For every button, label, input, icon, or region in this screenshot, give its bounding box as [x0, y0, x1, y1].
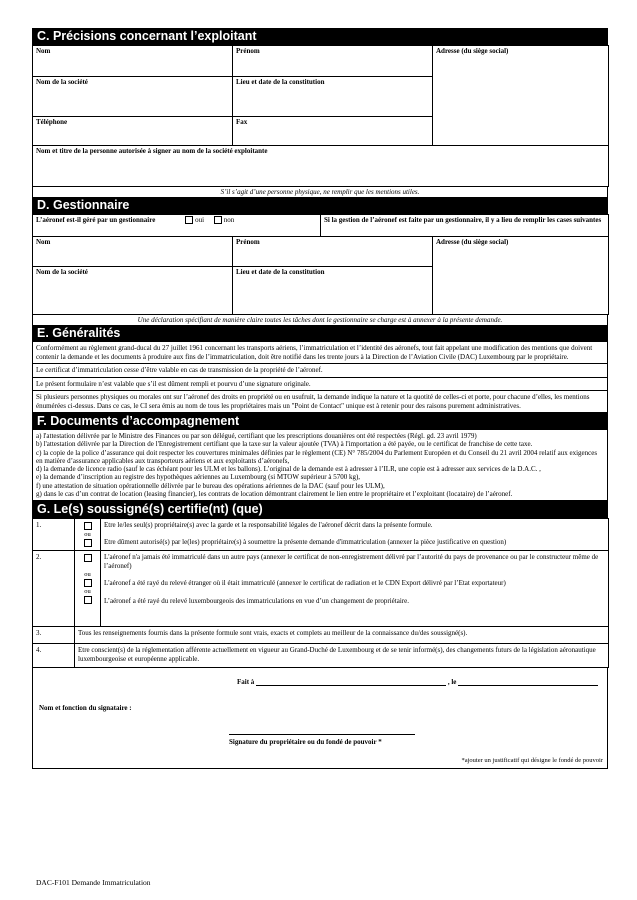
cert-2a-checkbox[interactable] [84, 554, 92, 562]
signature-block [32, 668, 608, 769]
general-paragraph-3: Le présent formulaire n’est valable que s’il est dûment rempli et pourvu d’une signature originale. [32, 378, 608, 392]
cert-2c-text: L’aéronef a été rayé du relevé luxembourgeois des immatriculations en vue d’un changement de propriétaire. [104, 596, 409, 605]
section-c-title: C. Précisions concernant l’exploitant [32, 28, 608, 45]
signature-field[interactable] [229, 734, 415, 735]
fait-label: Fait à [237, 678, 255, 687]
cert-1b-text: Etre dûment autorisé(s) par le(les) propriétaire(s) à soumettre la présente demande d'immatriculation (annexer la pièce justificative en question) [104, 537, 507, 546]
non-checkbox[interactable] [214, 216, 222, 224]
operator-societe-field[interactable]: Nom de la société [33, 77, 233, 117]
manager-question: L’aéronef est-il géré par un gestionnaire [36, 216, 156, 224]
date-field[interactable] [458, 685, 598, 686]
general-paragraph-4: Si plusieurs personnes physiques ou morales ont sur l’aéronef des droits en propriété ou en usufruit, la demande indique la nature et la quotité de celles-ci et porte, pour chacune d’elles, les mentions énumérées ci-dessus. Dans ce cas, le CI sera émis au nom de tous les propriétaires mais un "Point de Contact" unique est à retenir pour des raisons purement administratives. [32, 391, 608, 413]
cert-3-text: Tous les renseignements fournis dans la présente formule sont vrais, exacts et complets au meilleur de la connaissance du/des soussigné(s). [75, 627, 609, 644]
documents-list [32, 430, 608, 501]
section-f-title: F. Documents d’accompagnement [32, 413, 608, 430]
operator-lieu-date-field[interactable]: Lieu et date de la constitution [233, 77, 433, 117]
manager-societe-field[interactable]: Nom de la société [33, 267, 233, 315]
cert-4-text: Etre conscient(s) de la réglementation afférente actuellement en vigueur au Grand-Duché de Luxembourg et de se tenir informé(s), des changements futurs de la législation aéronautique luxembourgeoise et européenne applicable. [75, 644, 609, 668]
oui-label: oui [195, 216, 205, 224]
manager-adresse-field[interactable]: Adresse (du siège social) [433, 237, 609, 315]
operator-signataire-field[interactable]: Nom et titre de la personne autorisée à signer au nom de la société exploitante [33, 146, 609, 187]
ou-label: ou [84, 530, 91, 538]
signature-label: Signature du propriétaire ou du fondé de pouvoir * [229, 738, 382, 747]
operator-prenom-field[interactable]: Prénom [233, 46, 433, 77]
section-c-note: S’il s’agit d’une personne physique, ne remplir que les mentions utiles. [32, 187, 608, 197]
document-item: c) la copie de la police d’assurance qui doit respecter les couvertures minimales définies par le règlement (CE) N° 785/2004 du Parlement Européen et du Conseil du 21 avril 2004 relatif aux exigences en matière d’assurance applicables aux transporteurs aériens et aux exploitants d’aéronefs, [36, 448, 598, 465]
operator-adresse-field[interactable]: Adresse (du siège social) [433, 46, 609, 146]
le-label: , le [447, 678, 457, 687]
cert-2b-text: L'aéronef a été rayé du relevé étranger où il était immatriculé (annexer le certificat de radiation et le CDN Export délivré par l’Etat exportateur) [104, 579, 506, 588]
document-item: e) la demande d’inscription au registre des hypothèques aériennes au Luxembourg (si MTOW supérieur à 5700 kg), [36, 473, 361, 482]
footer-code: DAC-F101 Demande Immatriculation [36, 878, 151, 887]
section-d-note: Une déclaration spécifiant de manière claire toutes les tâches dont le gestionnaire se charge est à annexer à la présente demande. [32, 315, 608, 325]
nom-fonction-label: Nom et fonction du signataire : [39, 704, 132, 713]
manager-gestion-note: Si la gestion de l’aéronef est faite par un gestionnaire, il y a lieu de remplir les cases suivantes [321, 215, 609, 237]
section-d-title: D. Gestionnaire [32, 197, 608, 214]
document-item: f) une attestation de situation opérationnelle délivrée par le bureau des opérations aériennes de la DAC (sauf pour les ULM), [36, 481, 385, 490]
cert-2b-checkbox[interactable] [84, 579, 92, 587]
manager-nom-field[interactable]: Nom [33, 237, 233, 267]
item-number: 4. [33, 644, 75, 668]
section-g-title: G. Le(s) soussigné(s) certifie(nt) (que) [32, 501, 608, 518]
item-number: 3. [33, 627, 75, 644]
manager-details-table [32, 236, 609, 315]
ou-label: ou [84, 571, 91, 579]
document-item: a) l'attestation délivrée par le Ministre des Finances ou par son délégué, certifiant que les prescriptions douanières ont été respectées (Régl. gd. 23 avril 1979) [36, 432, 477, 440]
document-item: g) dans le cas d’un contrat de location (leasing financier), les contrats de location démontrant clairement le lien entre le propriétaire et l’exploitant (locataire) de l’aéronef. [36, 490, 513, 499]
manager-lieu-date-field[interactable]: Lieu et date de la constitution [233, 267, 433, 315]
operator-telephone-field[interactable]: Téléphone [33, 117, 233, 146]
document-item: d) la demande de licence radio (sauf le cas échéant pour les ULM et les ballons). L’original de la demande est à adresser à l’ILR, une copie est à adresser aux services de la D.A.C. , [36, 465, 541, 474]
non-label: non [223, 216, 235, 224]
general-paragraph-2: Le certificat d’immatriculation cesse d’être valable en cas de transmission de la propriété de l’aéronef. [32, 364, 608, 378]
form-page [32, 28, 608, 769]
item-number: 1. [33, 519, 75, 551]
signature-footnote: *ajouter un justificatif qui désigne le fondé de pouvoir [461, 757, 603, 765]
ou-label: ou [84, 588, 91, 596]
section-e-title: E. Généralités [32, 325, 608, 342]
item-number: 2. [33, 551, 75, 627]
fait-field[interactable] [256, 685, 446, 686]
cert-1a-text: Etre le/les seul(s) propriétaire(s) avec la garde et la responsabilité légales de l'aéronef décrit dans la présente formule. [104, 521, 433, 530]
manager-table [32, 214, 609, 237]
cert-2a-text: L'aéronef n'a jamais été immatriculé dans un autre pays (annexer le certificat de non-enregistrement délivré par l’autorité du pays de provenance ou par le constructeur même de l’aéronef) [104, 553, 599, 570]
general-paragraph-1: Conformément au règlement grand-ducal du 27 juillet 1961 concernant les transports aériens, l’immatriculation et l’identité des aéronefs, tout fait appelant une modification des mentions que doivent contenir la demande et les documents à produire aux fins de l’immatriculation, doit être notifié dans les trente jours à la Direction de l’Aviation Civile (DAC) Luxembourg par le propriétaire. [32, 342, 608, 364]
oui-checkbox[interactable] [185, 216, 193, 224]
operator-fax-field[interactable]: Fax [233, 117, 433, 146]
cert-2c-checkbox[interactable] [84, 596, 92, 604]
manager-prenom-field[interactable]: Prénom [233, 237, 433, 267]
cert-1a-checkbox[interactable] [84, 522, 92, 530]
document-item: b) l'attestation délivrée par la Direction de l'Enregistrement certifiant que la taxe sur la valeur ajoutée (TVA) à l'importation a été payée, ou le certificat de franchise de cette taxe. [36, 440, 533, 449]
operator-nom-field[interactable]: Nom [33, 46, 233, 77]
cert-1b-checkbox[interactable] [84, 539, 92, 547]
operator-table [32, 45, 609, 187]
certification-table [32, 518, 609, 668]
